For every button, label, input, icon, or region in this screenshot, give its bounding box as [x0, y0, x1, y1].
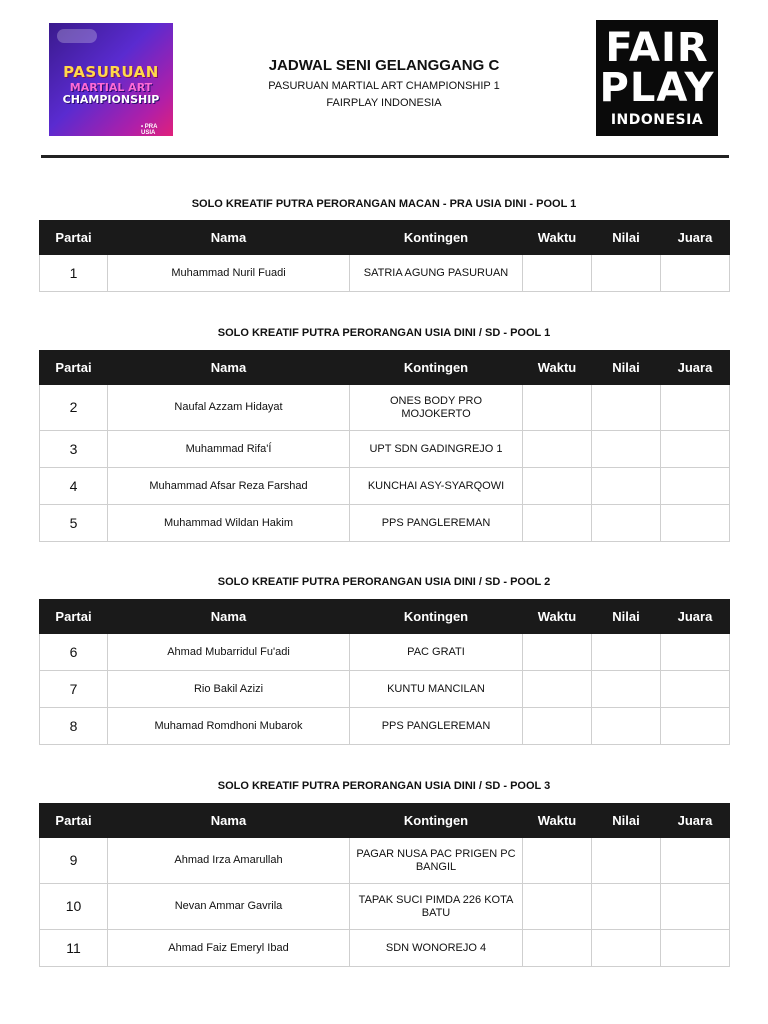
section-title: SOLO KREATIF PUTRA PERORANGAN MACAN - PRA USIA DINI - POOL 1 [191, 198, 577, 210]
sponsor-badge [57, 29, 97, 43]
table-row [40, 431, 730, 468]
column-header-kontingen: Kontingen [350, 221, 523, 255]
waktu-cell [523, 255, 592, 292]
nama-cell: Nevan Ammar Gavrila [108, 884, 350, 930]
logo-text-martial-art: MARTIAL ART [69, 81, 153, 94]
column-header-waktu: Waktu [523, 804, 592, 838]
partai-cell: 8 [40, 708, 108, 745]
column-header-nama: Nama [108, 221, 350, 255]
table-row [40, 884, 730, 930]
waktu-cell [523, 385, 592, 431]
kontingen-cell: UPT SDN GADINGREJO 1 [350, 431, 523, 468]
column-header-juara: Juara [661, 600, 730, 634]
column-header-nama: Nama [108, 600, 350, 634]
kontingen-cell: KUNTU MANCILAN [350, 671, 523, 708]
logo-text-championship: CHAMPIONSHIP [62, 93, 160, 106]
juara-cell [661, 385, 730, 431]
partai-cell: 5 [40, 505, 108, 542]
partai-cell: 2 [40, 385, 108, 431]
table-row [40, 468, 730, 505]
nilai-cell [592, 255, 661, 292]
table-row [40, 634, 730, 671]
juara-cell [661, 431, 730, 468]
partai-cell: 7 [40, 671, 108, 708]
nilai-cell [592, 468, 661, 505]
kontingen-cell: PPS PANGLEREMAN [350, 708, 523, 745]
nama-cell: Muhammad Rifa'Í [108, 431, 350, 468]
column-header-nama: Nama [108, 351, 350, 385]
nilai-cell [592, 708, 661, 745]
column-header-partai: Partai [40, 804, 108, 838]
column-header-partai: Partai [40, 600, 108, 634]
juara-cell [661, 930, 730, 967]
nama-cell: Naufal Azzam Hidayat [108, 385, 350, 431]
nama-cell: Muhammad Nuril Fuadi [108, 255, 350, 292]
fairplay-logo [596, 20, 718, 136]
kontingen-cell: SATRIA AGUNG PASURUAN [350, 255, 523, 292]
column-header-kontingen: Kontingen [350, 804, 523, 838]
nilai-cell [592, 505, 661, 542]
section-title: SOLO KREATIF PUTRA PERORANGAN USIA DINI / SD - POOL 1 [217, 327, 551, 339]
table-row [40, 708, 730, 745]
schedule-table [39, 350, 730, 542]
section-title: SOLO KREATIF PUTRA PERORANGAN USIA DINI / SD - POOL 3 [217, 780, 551, 792]
nama-cell: Ahmad Faiz Emeryl Ibad [108, 930, 350, 967]
logo-text-corner: • PRA USIA [141, 124, 158, 136]
column-header-waktu: Waktu [523, 600, 592, 634]
logo-text-fair: FAIR [605, 25, 709, 71]
juara-cell [661, 255, 730, 292]
table-row [40, 385, 730, 431]
schedule-table [39, 599, 730, 745]
juara-cell [661, 671, 730, 708]
nama-cell: Rio Bakil Azizi [108, 671, 350, 708]
table-header-row [40, 804, 730, 838]
table-header-row [40, 600, 730, 634]
table-row [40, 255, 730, 292]
nilai-cell [592, 838, 661, 884]
page-title: JADWAL SENI GELANGGANG C [268, 57, 500, 74]
partai-cell: 4 [40, 468, 108, 505]
column-header-nilai: Nilai [592, 600, 661, 634]
partai-cell: 3 [40, 431, 108, 468]
event-name: PASURUAN MARTIAL ART CHAMPIONSHIP 1 [268, 80, 500, 92]
nilai-cell [592, 671, 661, 708]
column-header-nama: Nama [108, 804, 350, 838]
column-header-partai: Partai [40, 351, 108, 385]
waktu-cell [523, 930, 592, 967]
kontingen-cell: TAPAK SUCI PIMDA 226 KOTA BATU [350, 884, 523, 930]
juara-cell [661, 505, 730, 542]
partai-cell: 11 [40, 930, 108, 967]
juara-cell [661, 468, 730, 505]
waktu-cell [523, 884, 592, 930]
table-row [40, 838, 730, 884]
column-header-kontingen: Kontingen [350, 600, 523, 634]
column-header-kontingen: Kontingen [350, 351, 523, 385]
column-header-juara: Juara [661, 804, 730, 838]
column-header-juara: Juara [661, 351, 730, 385]
nama-cell: Muhammad Wildan Hakim [108, 505, 350, 542]
nilai-cell [592, 884, 661, 930]
nama-cell: Muhamad Romdhoni Mubarok [108, 708, 350, 745]
partai-cell: 1 [40, 255, 108, 292]
column-header-nilai: Nilai [592, 351, 661, 385]
kontingen-cell: KUNCHAI ASY-SYARQOWI [350, 468, 523, 505]
kontingen-cell: ONES BODY PRO MOJOKERTO [350, 385, 523, 431]
waktu-cell [523, 838, 592, 884]
header-divider [41, 155, 729, 158]
waktu-cell [523, 505, 592, 542]
column-header-juara: Juara [661, 221, 730, 255]
table-header-row [40, 351, 730, 385]
logo-text-pasuruan: PASURUAN [63, 63, 159, 81]
column-header-waktu: Waktu [523, 351, 592, 385]
juara-cell [661, 708, 730, 745]
championship-logo [49, 23, 173, 136]
column-header-partai: Partai [40, 221, 108, 255]
nama-cell: Muhammad Afsar Reza Farshad [108, 468, 350, 505]
waktu-cell [523, 634, 592, 671]
kontingen-cell: PAC GRATI [350, 634, 523, 671]
partai-cell: 6 [40, 634, 108, 671]
column-header-nilai: Nilai [592, 804, 661, 838]
column-header-nilai: Nilai [592, 221, 661, 255]
schedule-table [39, 803, 730, 967]
schedule-table [39, 220, 730, 292]
waktu-cell [523, 431, 592, 468]
partai-cell: 9 [40, 838, 108, 884]
nilai-cell [592, 634, 661, 671]
organizer-name: FAIRPLAY INDONESIA [326, 97, 442, 109]
table-row [40, 505, 730, 542]
kontingen-cell: PAGAR NUSA PAC PRIGEN PC BANGIL [350, 838, 523, 884]
nilai-cell [592, 431, 661, 468]
kontingen-cell: PPS PANGLEREMAN [350, 505, 523, 542]
column-header-waktu: Waktu [523, 221, 592, 255]
partai-cell: 10 [40, 884, 108, 930]
kontingen-cell: SDN WONOREJO 4 [350, 930, 523, 967]
waktu-cell [523, 708, 592, 745]
section-title: SOLO KREATIF PUTRA PERORANGAN USIA DINI / SD - POOL 2 [217, 576, 551, 588]
table-row [40, 930, 730, 967]
waktu-cell [523, 468, 592, 505]
nilai-cell [592, 930, 661, 967]
waktu-cell [523, 671, 592, 708]
nama-cell: Ahmad Irza Amarullah [108, 838, 350, 884]
juara-cell [661, 838, 730, 884]
nama-cell: Ahmad Mubarridul Fu'adi [108, 634, 350, 671]
juara-cell [661, 884, 730, 930]
logo-text-play: PLAY [599, 65, 715, 111]
logo-text-indonesia: INDONESIA [610, 112, 704, 128]
table-header-row [40, 221, 730, 255]
juara-cell [661, 634, 730, 671]
table-row [40, 671, 730, 708]
nilai-cell [592, 385, 661, 431]
